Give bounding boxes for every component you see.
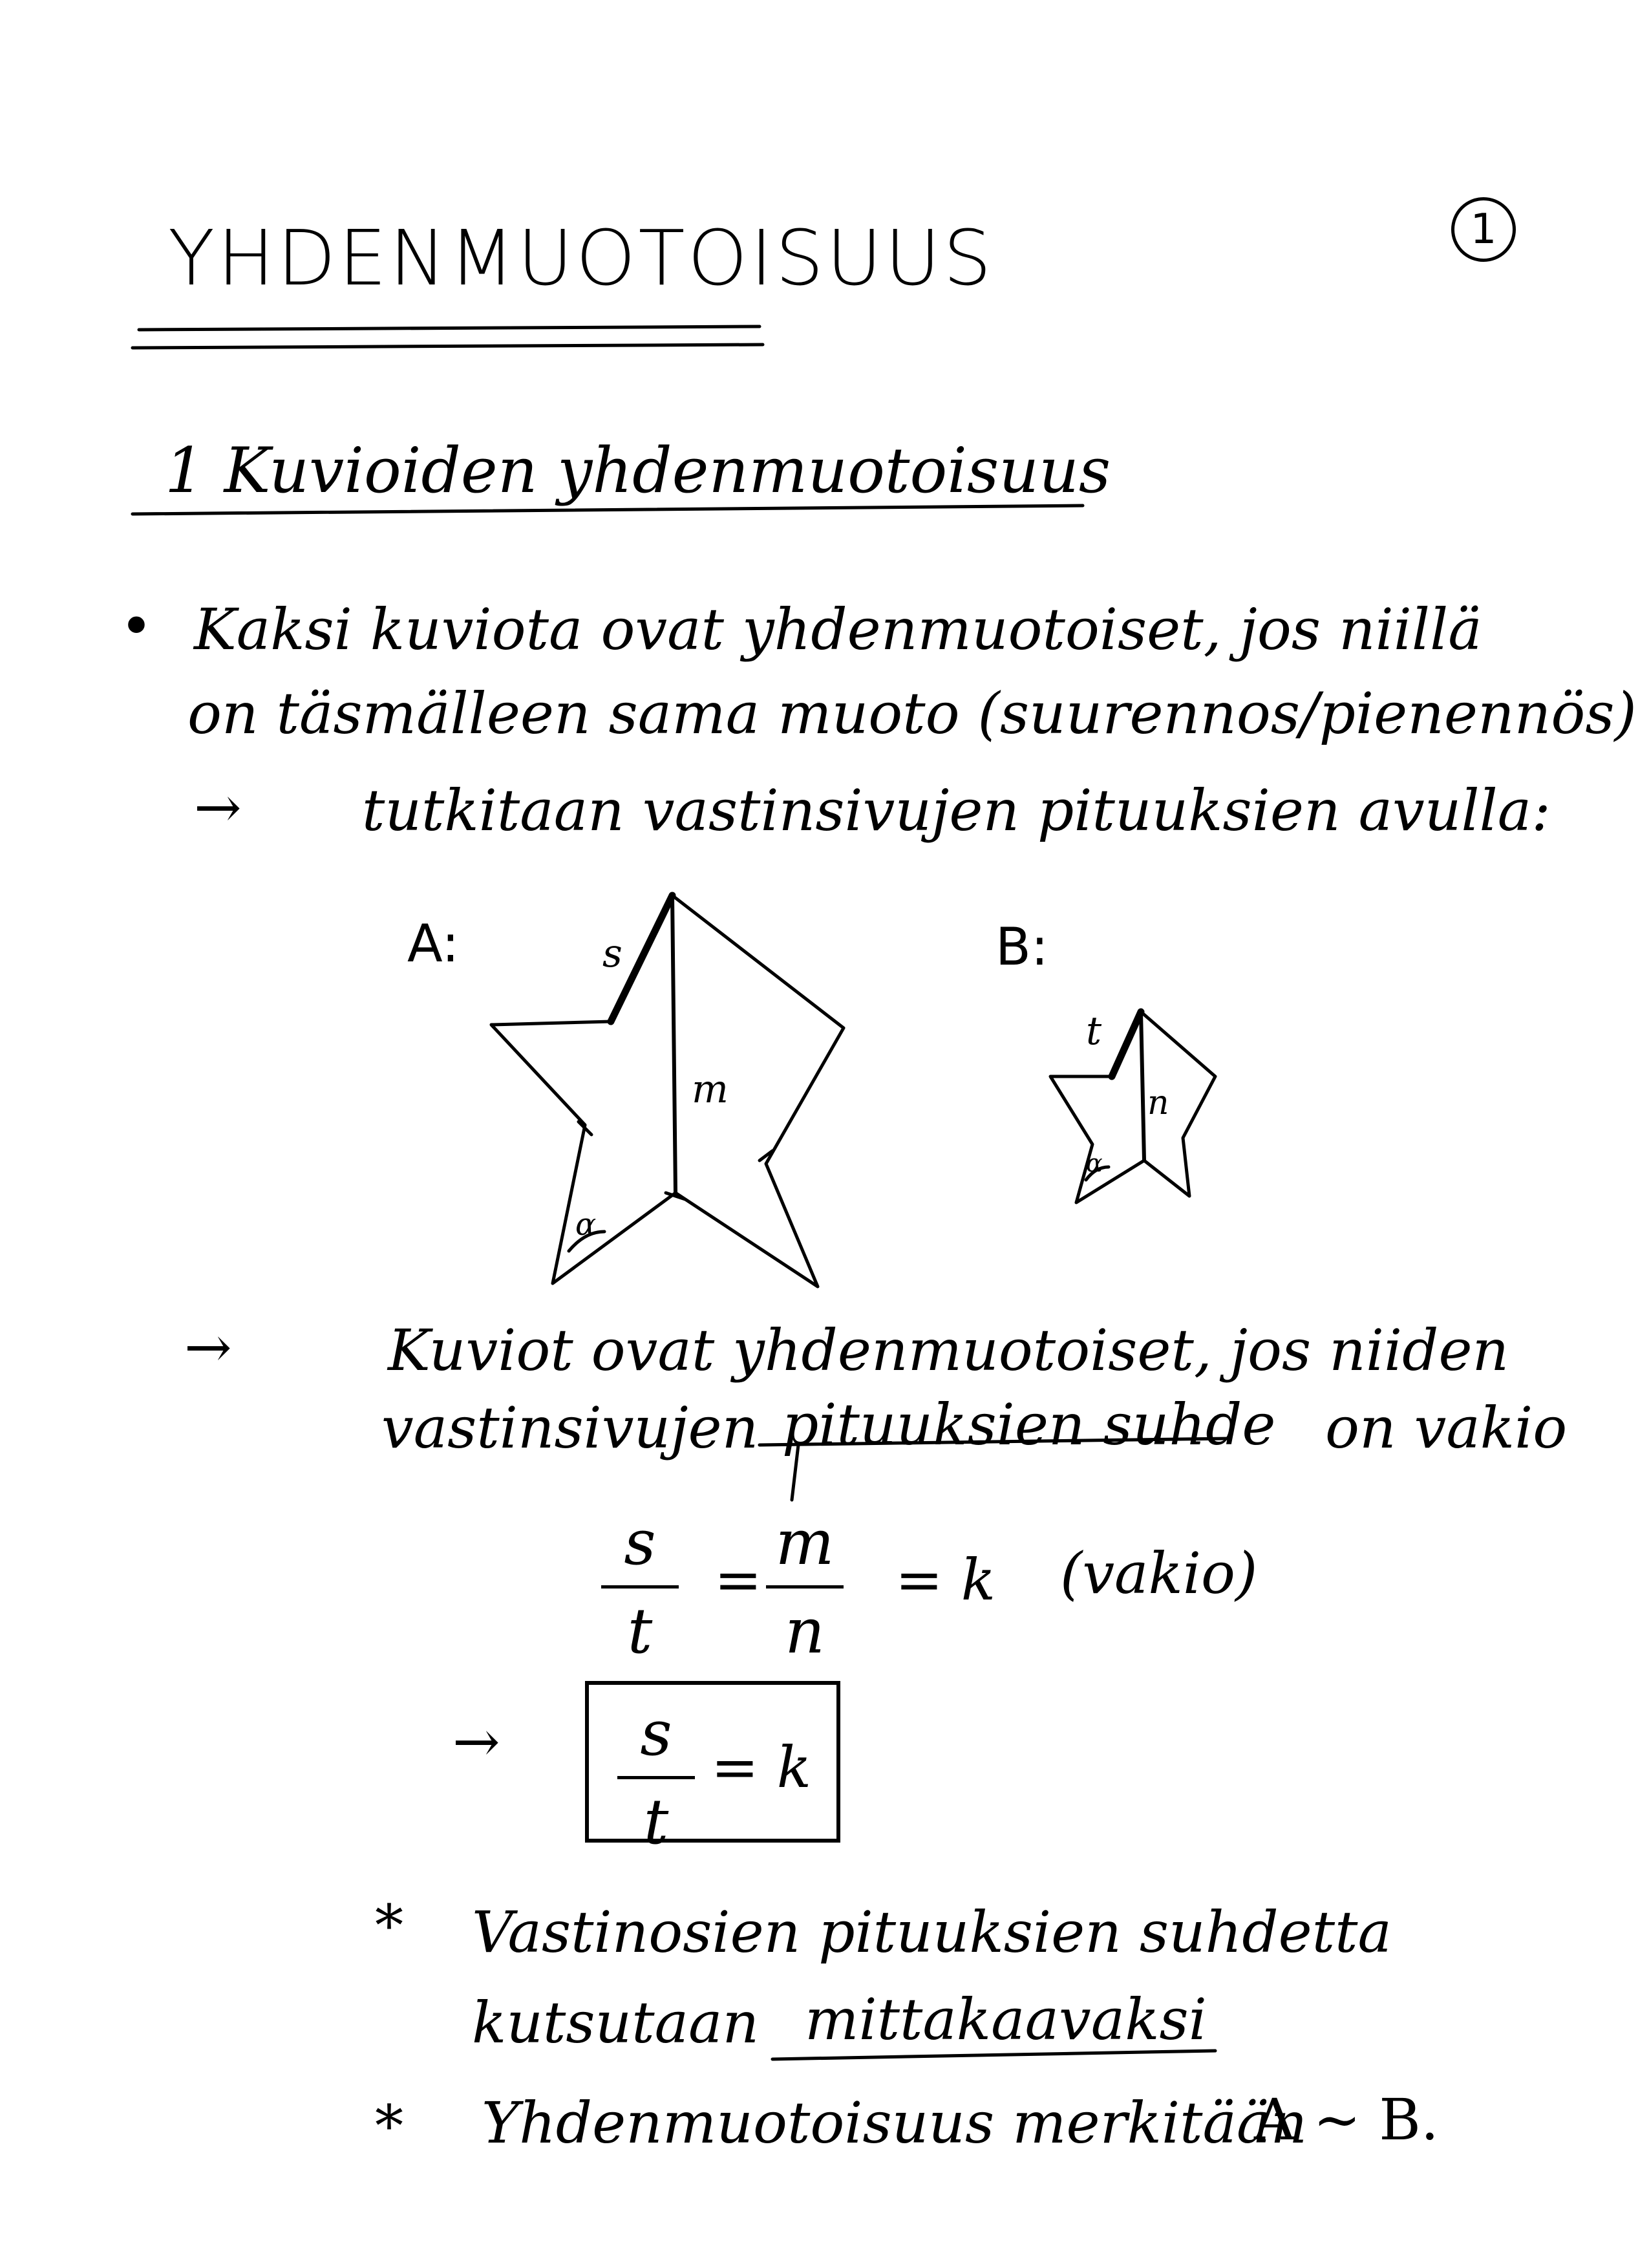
fraction-denominator: t (643, 1786, 669, 1858)
fraction-denominator: t (627, 1595, 653, 1667)
page-title: YHDENMUOTOISUUS (168, 213, 994, 303)
bullet-dot: • (120, 593, 153, 659)
fraction-bar (601, 1585, 679, 1589)
equals-k: = k (895, 1546, 996, 1613)
page-number: 1 (1451, 197, 1516, 262)
star-b-label-alpha: α (1086, 1149, 1103, 1177)
note-1-line-1: Vastinosien pituuksien suhdetta (472, 1899, 1392, 1965)
star-b-height-n (1141, 1012, 1144, 1161)
note-2-line-1: Yhdenmuotoisuus merkitään (482, 2090, 1308, 2156)
fraction-numerator: s (640, 1697, 672, 1770)
title-underline-bottom (133, 345, 763, 348)
fraction-numerator: s (624, 1506, 656, 1579)
fraction-numerator: m (775, 1506, 835, 1579)
fraction-m-n (766, 1506, 844, 1667)
arrow-2-line-2c: on vakio (1325, 1395, 1568, 1461)
star-b-label-n: n (1147, 1084, 1169, 1122)
title-underline-top (139, 326, 760, 330)
bullet-1-line-2: on täsmälleen sama muoto (suurennos/pienennös) (187, 680, 1637, 747)
fraction-bar (617, 1776, 695, 1779)
note-2-marker: * (375, 2093, 403, 2159)
note-2-symbol: A ~ B. (1254, 2086, 1439, 2153)
arrow-1-text: tutkitaan vastinsivujen pituuksien avulla: (362, 777, 1551, 844)
label-a: A: (407, 914, 460, 974)
arrow-1-icon: → (194, 774, 242, 840)
star-b-label-t: t (1086, 1009, 1102, 1054)
boxed-fraction (617, 1697, 695, 1858)
boxed-rhs: = k (711, 1734, 812, 1801)
star-a-label-m: m (692, 1067, 729, 1112)
section-heading: 1 Kuvioiden yhdenmuotoisuus (165, 434, 1111, 507)
arrow-2-line-1: Kuviot ovat yhdenmuotoiset, jos niiden (388, 1317, 1509, 1384)
vakio-note: (vakio) (1060, 1540, 1258, 1607)
star-a-label-s: s (602, 931, 622, 976)
arrow-2-line-2a: vastinsivujen (381, 1395, 759, 1461)
fraction-denominator: n (785, 1595, 825, 1667)
equals-1: = (714, 1546, 762, 1613)
note-1-line-2a: kutsutaan (472, 1989, 760, 2056)
note-1-line-2b: mittakaavaksi (805, 1986, 1207, 2053)
star-a-height-m (672, 895, 676, 1193)
star-a-label-alpha: α (575, 1206, 597, 1243)
label-b: B: (995, 917, 1048, 977)
fraction-bar (766, 1585, 844, 1589)
star-b-side-t (1112, 1012, 1141, 1076)
fraction-s-t (601, 1506, 679, 1667)
arrow-2-icon: → (184, 1314, 232, 1380)
note-1-marker: * (375, 1892, 403, 1959)
star-b-outline (1050, 1009, 1215, 1203)
arrow-3-icon: → (452, 1708, 500, 1775)
star-a-outline (491, 895, 844, 1287)
bullet-1-line-1: Kaksi kuviota ovat yhdenmuotoiset, jos niillä (194, 596, 1482, 663)
arrow-2-line-2b: pituuksien suhde (782, 1391, 1276, 1458)
